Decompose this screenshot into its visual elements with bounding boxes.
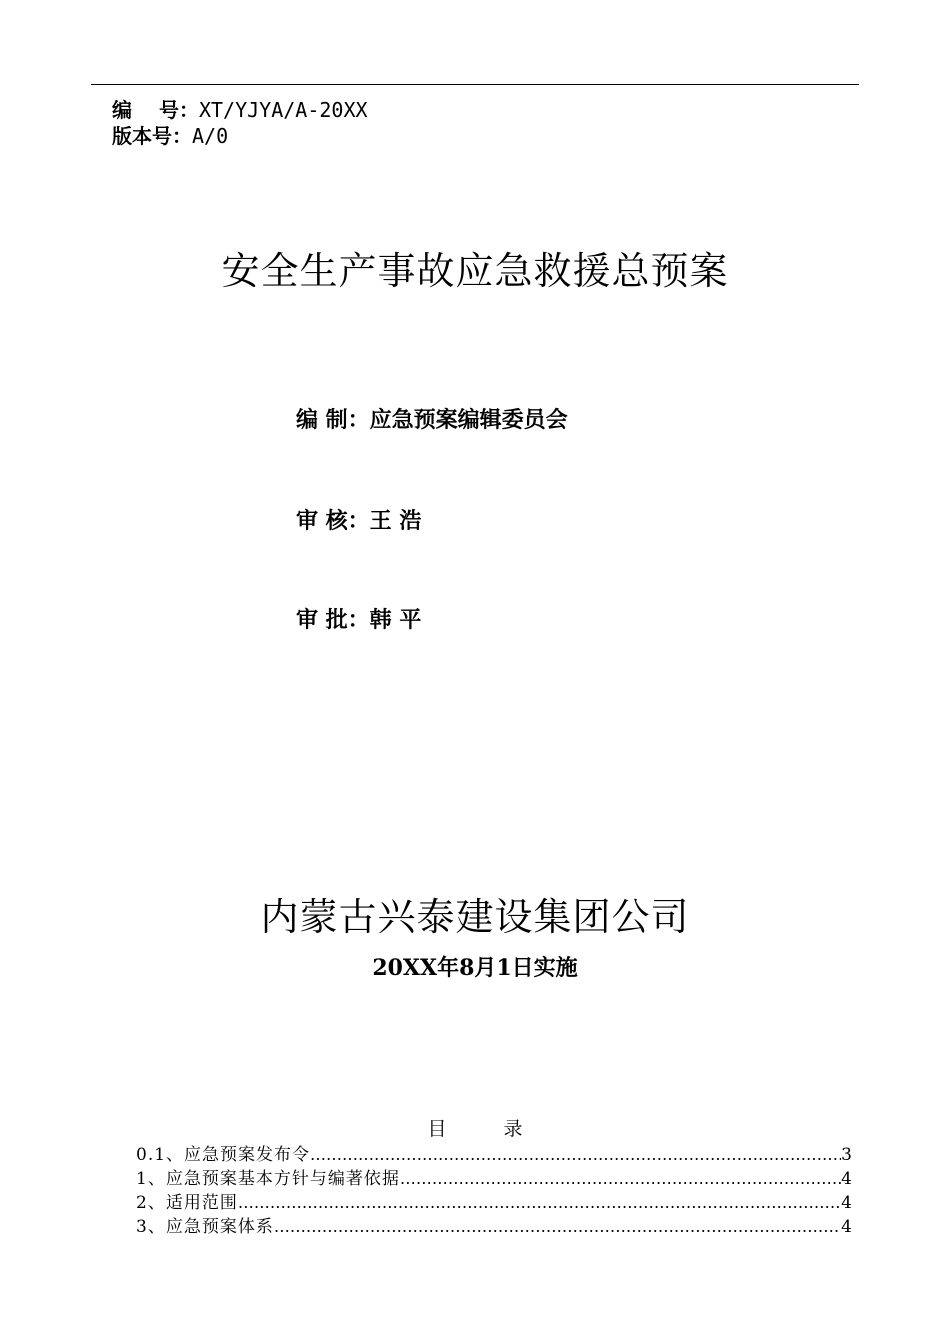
toc-entry[interactable] — [136, 1143, 852, 1167]
table-of-contents — [136, 1143, 852, 1239]
document-number — [112, 98, 368, 122]
toc-leader-dots — [238, 1191, 841, 1215]
toc-leader-dots — [310, 1143, 841, 1167]
toc-entry[interactable] — [136, 1167, 852, 1191]
reviewed-by: 审 核：王 浩 — [296, 508, 422, 534]
header-rule — [91, 84, 859, 85]
toc-entry-label: 2、适用范围 — [136, 1193, 238, 1213]
toc-entry-page: 4 — [841, 1169, 852, 1189]
toc-entry-label: 1、应急预案基本方针与编著依据 — [136, 1169, 400, 1189]
toc-leader-dots — [274, 1215, 841, 1239]
toc-entry-label: 0.1、应急预案发布令 — [136, 1145, 311, 1165]
document-title: 安全生产事故应急救援总预案 — [221, 249, 729, 293]
toc-entry-page: 4 — [841, 1193, 852, 1213]
toc-entry[interactable] — [136, 1191, 852, 1215]
toc-leader-dots — [400, 1167, 841, 1191]
company-name: 内蒙古兴泰建设集团公司 — [260, 895, 690, 939]
toc-entry[interactable] — [136, 1215, 852, 1239]
version-label: 版本号： — [112, 124, 192, 148]
prepared-by: 编 制：应急预案编辑委员会 — [296, 407, 568, 433]
toc-entry-page: 4 — [841, 1217, 852, 1237]
toc-entry-label: 3、应急预案体系 — [136, 1217, 274, 1237]
version-number — [112, 124, 228, 148]
document-number-label: 编 号： — [112, 98, 199, 122]
document-number-value: XT/YJYA/A-20XX — [198, 98, 368, 122]
version-value: A/0 — [192, 124, 229, 148]
toc-entry-page: 3 — [841, 1145, 852, 1165]
effective-date: 20XX年8月1日实施 — [372, 955, 578, 981]
toc-title: 目 录 — [427, 1118, 523, 1140]
approved-by: 审 批：韩 平 — [296, 607, 422, 633]
